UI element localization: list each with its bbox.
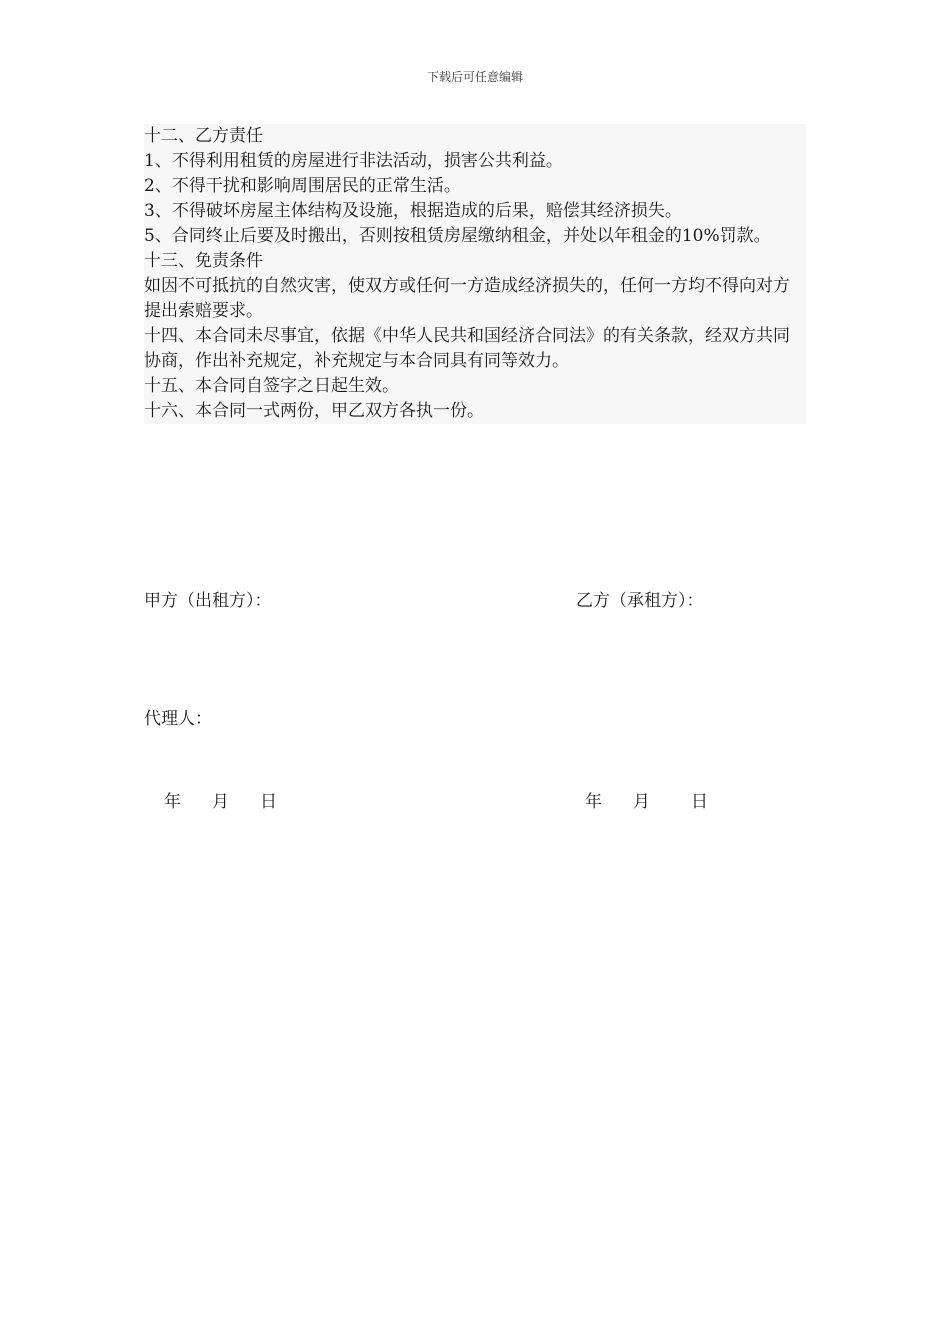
clause-16: 十六、本合同一式两份，甲乙双方各执一份。 xyxy=(144,401,484,421)
contract-clauses xyxy=(144,124,806,424)
date-day-label: 日 xyxy=(260,792,277,812)
party-a-label: 甲方（出租方）： xyxy=(144,591,272,611)
agent-label: 代理人： xyxy=(144,709,212,729)
date-month-label: 月 xyxy=(633,792,650,812)
date-year-label: 年 xyxy=(585,792,602,812)
clause-14: 十四、本合同未尽事宜，依据《中华人民共和国经济合同法》的有关条款，经双方共同协商，作出补充规定，补充规定与本合同具有同等效力。 xyxy=(144,326,790,371)
date-line-party-b xyxy=(585,790,708,815)
clause-item-1: 1、不得利用租赁的房屋进行非法活动，损害公共利益。 xyxy=(144,151,563,171)
clause-item-2: 2、不得干扰和影响周围居民的正常生活。 xyxy=(144,176,461,196)
party-b-label: 乙方（承租方）： xyxy=(576,591,704,611)
clause-item-5: 5、合同终止后要及时搬出，否则按租赁房屋缴纳租金，并处以年租金的10%罚款。 xyxy=(144,226,771,246)
clause-15: 十五、本合同自签字之日起生效。 xyxy=(144,376,399,396)
header-note: 下载后可任意编辑 xyxy=(426,70,523,84)
clause-heading-12: 十二、乙方责任 xyxy=(144,126,263,146)
clause-item-3: 3、不得破坏房屋主体结构及设施，根据造成的后果，赔偿其经济损失。 xyxy=(144,201,682,221)
clause-exemption-text: 如因不可抵抗的自然灾害，使双方或任何一方造成经济损失的，任何一方均不得向对方提出索赔要求。 xyxy=(144,276,790,321)
date-day-label: 日 xyxy=(691,792,708,812)
date-month-label: 月 xyxy=(212,792,229,812)
clause-heading-13: 十三、免责条件 xyxy=(144,251,263,271)
date-line-party-a xyxy=(164,790,277,815)
date-year-label: 年 xyxy=(164,792,181,812)
